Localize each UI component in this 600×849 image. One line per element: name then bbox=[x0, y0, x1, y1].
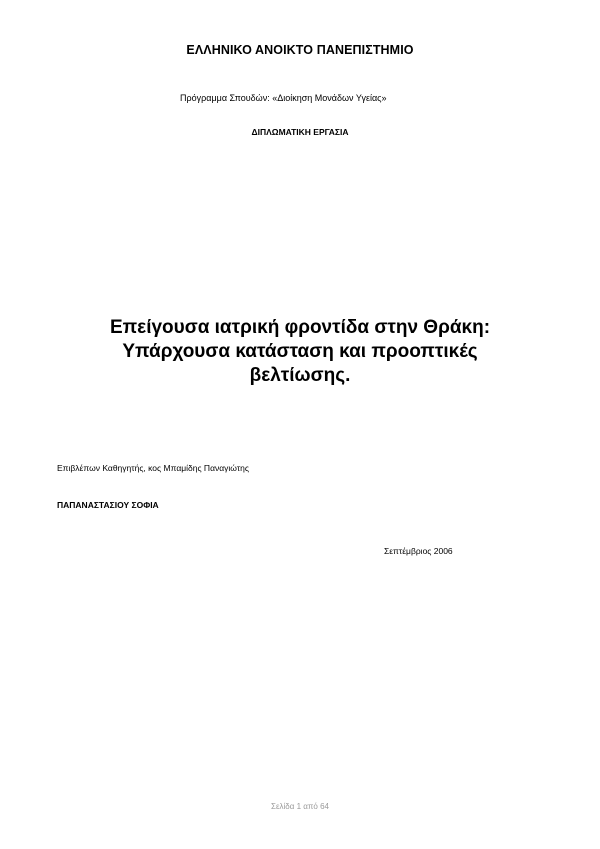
page-footer: Σελίδα 1 από 64 bbox=[271, 802, 329, 811]
thesis-title-line-1: Επείγουσα ιατρική φροντίδα στην Θράκη: bbox=[109, 317, 491, 338]
submission-date: Σεπτέμβριος 2006 bbox=[384, 546, 453, 556]
thesis-type: ΔΙΠΛΩΜΑΤΙΚΗ ΕΡΓΑΣΙΑ bbox=[251, 127, 349, 137]
thesis-title-line-2: Υπάρχουσα κατάσταση και προοπτικές bbox=[122, 341, 478, 362]
study-program: Πρόγραμμα Σπουδών: «Διοίκηση Μονάδων Υγείας» bbox=[180, 93, 387, 103]
thesis-title-line-3: βελτίωσης. bbox=[249, 365, 351, 386]
thesis-title bbox=[0, 316, 600, 388]
author-name: ΠΑΠΑΝΑΣΤΑΣΙΟΥ ΣΟΦΙΑ bbox=[57, 500, 159, 510]
supervisor-line: Επιβλέπων Καθηγητής, κος Μπαμίδης Παναγιώτης bbox=[57, 463, 249, 473]
university-name: ΕΛΛΗΝΙΚΟ ΑΝΟΙΚΤΟ ΠΑΝΕΠΙΣΤΗΜΙΟ bbox=[186, 43, 414, 57]
